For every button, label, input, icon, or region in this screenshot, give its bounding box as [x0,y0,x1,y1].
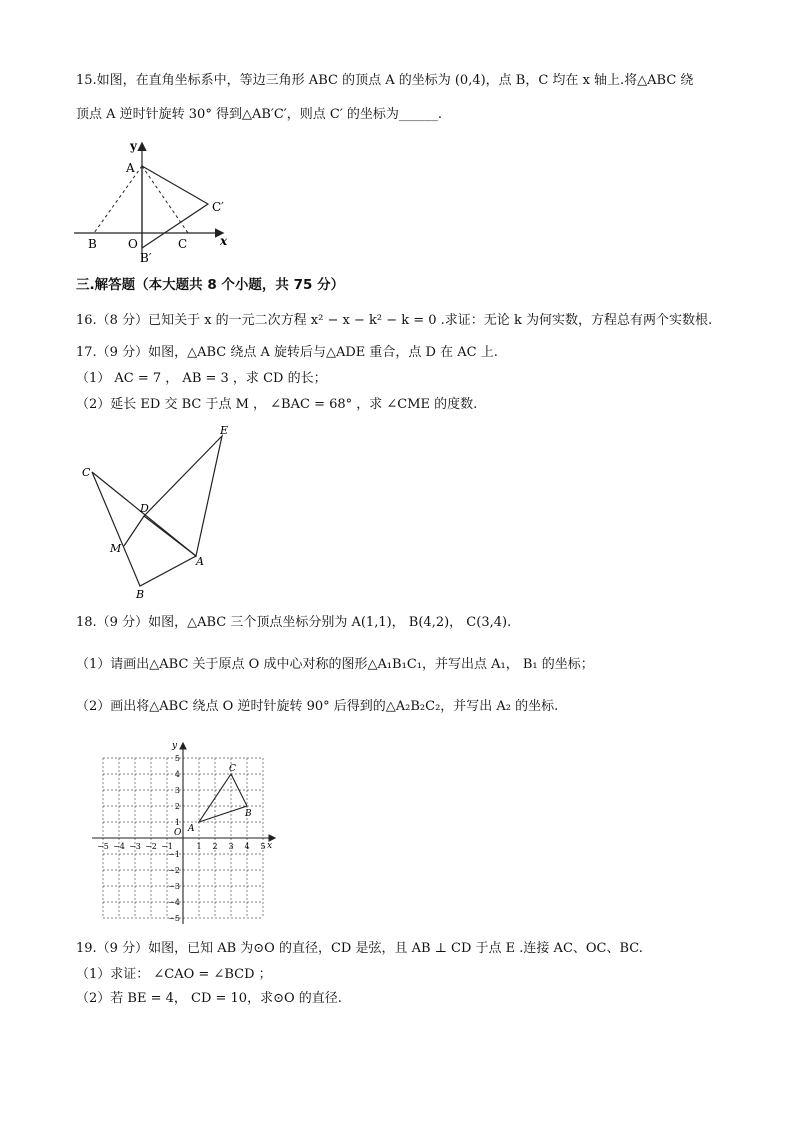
q17-label-M: M [110,542,122,555]
q17-line-3: （2）延长 ED 交 BC 于点 M ， ∠BAC = 68° ，求 ∠CME 的度数. [76,397,478,412]
q15-label-C-prime: C′ [212,200,224,214]
q15-label-x: x [220,234,228,248]
q19-line-3: （2）若 BE = 4， CD = 10，求⊙O 的直径. [76,991,342,1006]
q18-ytick: 5 [174,754,180,763]
q18-ytick: −3 [168,882,180,891]
q15-segment-AB [94,166,142,233]
q17-label-E: E [220,424,229,437]
q18-xtick: 4 [244,842,250,851]
q16-line-1: 16.（8 分）已知关于 x 的一元二次方程 x² − x − k² − k = 0 .求证：无论 k 为何实数，方程总有两个实数根. [76,313,713,328]
q15-label-C: C [178,237,188,251]
q17-label-C: C [82,466,91,479]
q18-xtick: −1 [161,842,173,851]
q18-ytick: 2 [174,802,180,811]
q18-label-C: C [229,764,236,774]
q18-triangle-ABC [199,774,247,822]
q15-triangle-ABC-prime [142,166,208,248]
q17-figure [76,422,246,600]
q17-line-2: （1） AC = 7 ， AB = 3 ，求 CD 的长； [76,371,327,386]
q18-xtick: −2 [145,842,157,851]
q17-triangle-ABC [92,472,196,586]
q15-label-y: y [130,139,137,153]
q18-line-1: 18.（9 分）如图，△ABC 三个顶点坐标分别为 A(1,1)， B(4,2)， C(3,4). [76,615,512,630]
q18-xtick: −5 [97,842,109,851]
q18-ytick: −5 [168,914,180,923]
q18-xtick: 5 [260,842,266,851]
q15-label-B-prime: B′ [140,251,152,265]
q18-ytick: −2 [168,866,180,875]
q18-x-tick-labels [97,842,265,851]
q18-label-x: x [267,841,273,851]
q17-line-1: 17.（9 分）如图，△ABC 绕点 A 旋转后与△ADE 重合，点 D 在 AC 上. [76,345,498,360]
q19-line-1: 19.（9 分）如图，已知 AB 为⊙O 的直径，CD 是弦，且 AB ⊥ CD 于点 E .连接 AC、OC、BC. [76,941,643,956]
q18-xtick: −3 [129,842,141,851]
q18-ytick: 4 [174,770,180,779]
q18-line-3: （2）画出将△ABC 绕点 O 逆时针旋转 90° 后得到的△A₂B₂C₂，并写出 A₂ 的坐标. [76,699,559,714]
q18-line-2: （1）请画出△ABC 关于原点 O 成中心对称的图形△A₁B₁C₁，并写出点 A₁， B₁ 的坐标； [76,657,594,672]
q15-label-A: A [126,161,135,175]
q17-triangle-ADE [144,436,222,556]
q15-line-1: 15.如图，在直角坐标系中，等边三角形 ABC 的顶点 A 的坐标为 (0,4)，点 B，C 均在 x 轴上.将△ABC 绕 [76,73,694,88]
q15-segment-AC [142,166,188,233]
q18-coordinate-grid [90,738,280,928]
q17-label-D: D [140,502,149,515]
q18-label-O: O [174,828,182,838]
q18-ytick: 3 [174,786,180,795]
section-3-title: 三.解答题（本大题共 8 个小题，共 75 分） [76,277,345,293]
q15-line-2: 顶点 A 逆时针旋转 30° 得到△AB′C′，则点 C′ 的坐标为______. [76,107,443,122]
q18-label-A: A [188,824,195,834]
q18-xtick: 2 [212,842,218,851]
q15-figure [70,136,240,266]
q18-label-B: B [245,809,252,819]
q19-line-2: （1）求证： ∠CAO = ∠BCD ； [76,967,272,982]
q17-label-B: B [136,588,145,600]
q18-ytick: 1 [174,818,180,827]
q18-xtick: −4 [113,842,125,851]
q18-label-y: y [172,741,178,751]
q18-ytick: −1 [168,850,180,859]
q17-segment-MD [124,516,144,546]
q18-xtick: 3 [228,842,234,851]
q18-xtick: 1 [196,842,202,851]
q15-label-B: B [88,237,97,251]
q15-label-O: O [128,237,138,251]
q17-label-A: A [196,555,204,568]
q18-ytick: −4 [168,898,180,907]
